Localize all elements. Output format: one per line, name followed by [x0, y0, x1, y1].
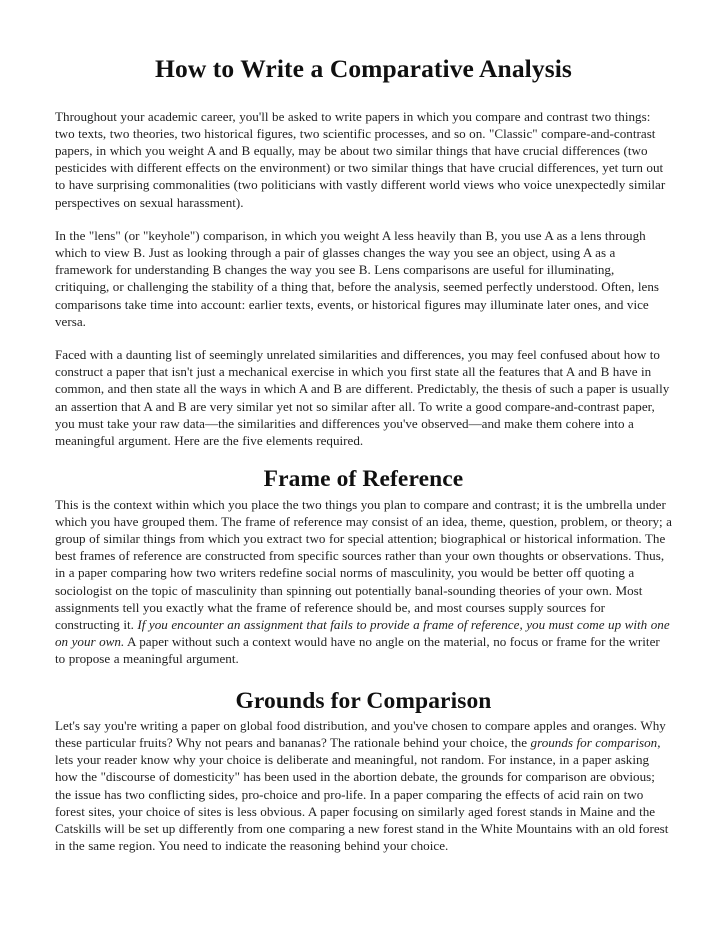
paragraph-text-run: A paper without such a context would have no angle on the material, no focus or frame for the writer to propose a meaningful argument. — [55, 634, 660, 667]
spacer — [55, 84, 672, 108]
spacer — [55, 668, 672, 688]
paragraph-text-run: , lets your reader know why your choice is deliberate and meaningful, not random. For instance, in a paper asking how the "discourse of domesticity" has been used in the abortion debate, the grounds for comparison are obvious; the issue has two conflicting sides, pro-choice and pro-life. In a paper comparing the effects of acid rain on two forest sites, your choice of sites is less obvious. A paper focusing on similarly aged forest stands in Maine and the Catskills will be set up differently from one comparing a new forest stand in the White Mountains with an old forest in the same region. You need to indicate the reasoning behind your choice. — [55, 735, 669, 854]
paragraph-text-run: Let's say you're writing a paper on global food distribution, and you've chosen to compare apples and oranges. Why these particular fruits? Why not pears and bananas? The rationale behind your choice, the — [55, 717, 666, 751]
paragraph-text-run: This is the context within which you place the two things you plan to compare and contrast; it is the umbrella under which you have grouped them. The frame of reference may consist of an idea, theme, question, problem, or theory; a group of similar things from which you extract two for special attention; biographical or historical information. The best frames of reference are constructed from specific sources rather than your own thoughts or observations. Thus, in a paper comparing how two writers redefine social norms of masculinity, you would be better off quoting a sociologist on the topic of masculinity than spinning out potentially banal-sounding theories of your own. Most assignments tell you exactly what the frame of reference should be, and most courses supply sources for constructing it. — [55, 496, 672, 632]
spacer — [55, 211, 672, 227]
paragraph-grounds-for-comparison — [55, 717, 672, 855]
section-heading-grounds-for-comparison: Grounds for Comparison — [235, 687, 492, 714]
document-content-column — [55, 0, 672, 854]
paragraph-intro-1: Throughout your academic career, you'll be asked to write papers in which you compare and contrast two things: two texts, two theories, two historical figures, two scientific processes, and so on. "Classic" compare-and-contrast papers, in which you weight A and B equally, may be about two similar things that have crucial differences (two pesticides with different effects on the environment) or two similar things that have crucial differences, yet turn out to have surprising commonalities (two politicians with vastly different world views who voice unexpectedly similar perspectives on sexual harassment). — [55, 108, 666, 210]
paragraph-italic-run: If you encounter an assignment that fails to provide a frame of reference, you must come up with one on your own. — [55, 616, 670, 650]
paragraph-intro-3: Faced with a daunting list of seemingly unrelated similarities and differences, you may feel confused about how to construct a paper that isn't just a mechanical exercise in which you first state all the features that A and B have in common, and then state all the ways in which A and B are different. Predictably, the thesis of such a paper is usually an assertion that A and B are very similar yet not so similar after all. To write a good compare-and-contrast paper, you must take your raw data—the similarities and differences you've observed—and make them cohere into a meaningful argument. Here are the five elements required. — [55, 346, 670, 448]
section-heading-frame-of-reference: Frame of Reference — [263, 466, 464, 493]
paragraph-frame-of-reference — [55, 496, 672, 668]
paragraph-italic-run: grounds for comparison — [530, 735, 658, 751]
page-title: How to Write a Comparative Analysis — [155, 54, 572, 83]
spacer — [55, 330, 672, 346]
spacer — [55, 449, 672, 466]
paragraph-intro-2: In the "lens" (or "keyhole") comparison, in which you weight A less heavily than B, you use A as a lens through which to view B. Just as looking through a pair of glasses changes the way you see an object, using A as a framework for understanding B changes the way you see B. Lens comparisons are useful for illuminating, critiquing, or challenging the stability of a thing that, before the analysis, seemed perfectly understood. Often, lens comparisons take time into account: earlier texts, events, or historical figures may illuminate later ones, and vice versa. — [55, 227, 659, 329]
